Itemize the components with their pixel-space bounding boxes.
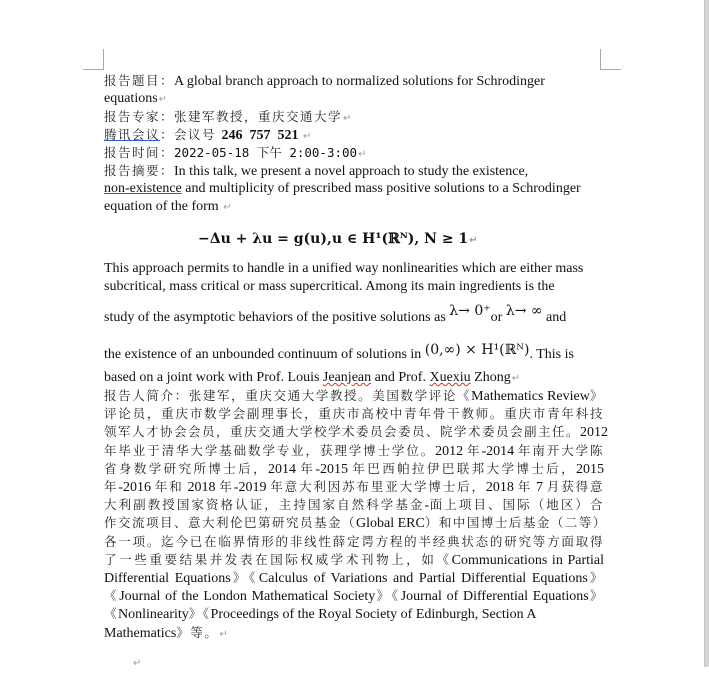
abstract-line-1 (104, 162, 528, 180)
bio-line (104, 478, 604, 496)
para2-line-1 (104, 260, 583, 278)
bio-line (104, 460, 604, 478)
meeting-label[interactable]: 腾讯会议 (104, 127, 161, 142)
para2-text: and Prof. (371, 370, 430, 385)
math-lambda-to-zero: λ→ 0⁺ (449, 303, 491, 319)
spelling-flag-xuexiu[interactable]: Xuexiu (429, 370, 471, 385)
math-continuum-space: (0,∞) × H¹(ℝᴺ) (424, 342, 530, 358)
abstract-text: and multiplicity of prescribed mass positive solutions to a Schrodinger (181, 181, 581, 196)
equation (198, 230, 478, 248)
para2-line-2 (104, 278, 555, 296)
bio-line (104, 551, 604, 569)
paragraph-mark: ↵ (469, 235, 478, 246)
bio-text: 评论员，重庆市数学会副理事长，重庆市高校中青年骨干教师。重庆市青年科技 (104, 406, 604, 422)
speaker-line (104, 108, 351, 126)
page-margin-corner-top-left (83, 49, 104, 70)
bio-text: 领军人才协会会员，重庆交通大学校学术委员会委员、院学术委员会副主任。2012 (104, 424, 609, 441)
bio-text: 报告人简介：张建军，重庆交通大学教授。美国数学评论《Mathematics Review》 (104, 388, 604, 404)
paragraph-mark: ↵ (158, 94, 168, 105)
bio-text: 年毕业于清华大学基础数学专业，获理学博士学位。2012 年-2014 年南开大学陈 (104, 442, 604, 459)
paragraph-mark: ↵ (133, 658, 142, 669)
paragraph-mark: ↵ (358, 149, 367, 160)
abstract-line-3 (104, 198, 232, 216)
time-line (104, 144, 366, 162)
abstract-text: In this talk, we present a novel approach to study the existence, (174, 164, 529, 179)
bio-text: Mathematics》等。 (104, 624, 219, 641)
para2-text: the existence of an unbounded continuum of solutions in (104, 347, 425, 362)
spelling-flag-jeanjean[interactable]: Jeanjean (322, 370, 372, 385)
bio-line (104, 387, 604, 405)
meeting-prefix: 会议号 (174, 127, 222, 142)
meeting-line (104, 126, 311, 144)
paragraph-mark: ↵ (511, 373, 521, 384)
speaker-label: 报告专家： (104, 109, 175, 124)
page-margin-corner-top-right (600, 49, 621, 70)
para2-text: subcritical, mass critical or mass supercritical. Among its main ingredients is the (104, 279, 555, 294)
paragraph-mark: ↵ (223, 202, 232, 213)
abstract-text: equation of the form (104, 199, 223, 214)
para2-text: study of the asymptotic behaviors of the positive solutions as (104, 310, 450, 325)
title-label: 报告题目： (104, 73, 175, 88)
bio-text: Differential Equations》《Calculus of Variations and Partial Differential Equations》 (104, 570, 604, 586)
title-text: A global branch approach to normalized solutions for Schrodinger (174, 74, 545, 89)
bio-line (104, 514, 607, 532)
bio-line (104, 442, 604, 460)
meeting-colon: ： (160, 127, 175, 142)
para2-text: Zhong (470, 370, 511, 385)
meeting-number: 246 757 521 (221, 128, 299, 143)
window-right-border (704, 0, 709, 667)
equation-text: −Δu + λu = g(u),u ∈ H¹(ℝᴺ), N ≥ 1 (198, 231, 469, 247)
grammar-flag-nonexistence[interactable]: non-existence (104, 181, 182, 196)
bio-line (104, 405, 604, 423)
abstract-line-2 (104, 180, 581, 198)
bio-line (104, 624, 228, 642)
abstract-label: 报告摘要： (104, 163, 175, 178)
para2-text: and (542, 310, 567, 325)
bio-line (104, 496, 604, 514)
para2-text: based on a joint work with Prof. Louis (104, 370, 323, 385)
math-lambda-to-infinity: λ→ ∞ (505, 303, 543, 319)
bio-text: 作交流项目、意大利伦巴第研究员基金（Global ERC）和中国博士后基金（二等） (104, 515, 607, 532)
bio-line (104, 569, 604, 587)
bio-text: 大利副教授国家资格认证，主持国家自然科学基金-面上项目、国际（地区）合 (104, 497, 604, 514)
title-line-2 (104, 90, 167, 108)
title-line (104, 72, 545, 90)
para2-line-4 (104, 342, 574, 363)
empty-paragraph (132, 654, 141, 672)
bio-text: 省身数学研究所博士后，2014 年-2015 年巴西帕拉伊巴联邦大学博士后，2015 (104, 460, 604, 477)
bio-text: 年-2016 年和 2018 年-2019 年意大利因苏布里亚大学博士后，2018 年 7 月获得意 (104, 479, 604, 495)
bio-text: 了一些重要结果并发表在国际权威学术刊物上，如《Communications in Partial (104, 551, 604, 568)
bio-text: 《Journal of the London Mathematical Society》《Journal of Differential Equations》 (104, 588, 604, 605)
bio-line (104, 423, 609, 441)
para2-line-3 (104, 303, 567, 326)
paragraph-mark: ↵ (219, 628, 228, 640)
bio-text: 《Nonlinearity》《Proceedings of the Royal Society of Edinburgh, Section A (104, 606, 537, 623)
bio-line (104, 605, 537, 623)
bio-line (104, 587, 604, 605)
speaker-value: 张建军教授，重庆交通大学 (174, 109, 343, 124)
para2-text: . This is (529, 347, 574, 362)
para2-text: This approach permits to handle in a unified way nonlinearities which are either mass (104, 261, 584, 276)
bio-line (104, 533, 604, 551)
paragraph-mark: ↵ (303, 131, 312, 142)
bio-text: 各一项。迄今已在临界情形的非线性薛定谔方程的半经典状态的研究等方面取得 (104, 533, 604, 549)
para2-line-5 (104, 369, 520, 387)
time-value: 2022-05-18 下午 2:00-3:00 (174, 145, 358, 160)
time-label: 报告时间： (104, 145, 175, 160)
paragraph-mark: ↵ (343, 113, 352, 124)
para2-text: or (490, 310, 503, 325)
title-text-cont: equations (104, 91, 158, 106)
